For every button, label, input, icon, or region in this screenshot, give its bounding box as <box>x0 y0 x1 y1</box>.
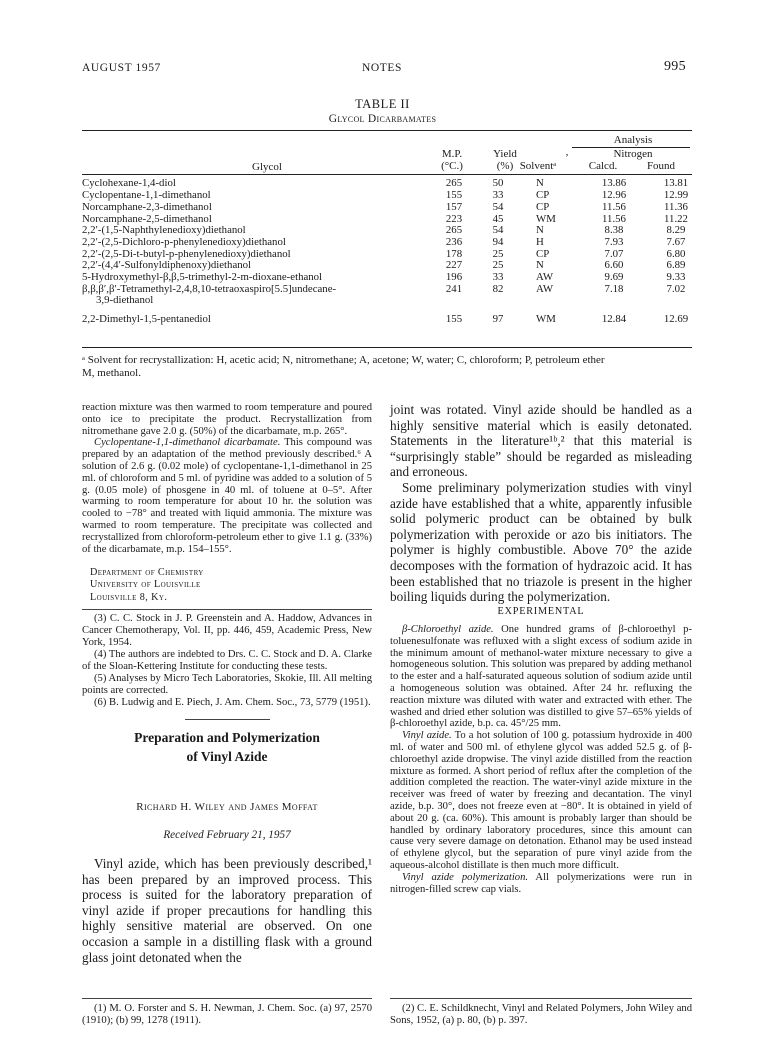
table-row <box>82 260 692 272</box>
table-title: TABLE II <box>355 97 410 111</box>
found-cell: 13.81 <box>663 177 689 189</box>
solvent-cell: WM <box>536 313 556 325</box>
header-calcd: Calcd. <box>588 160 618 172</box>
paragraph-body: All polymerizations were run in nitrogen-filled screw cap vials. <box>390 871 692 895</box>
header-analysis: Analysis <box>613 134 653 146</box>
calcd-cell: 12.84 <box>601 313 627 325</box>
yield-cell: 25 <box>492 247 504 260</box>
calcd-cell: 6.60 <box>604 259 624 271</box>
calcd-cell: 11.56 <box>602 201 626 213</box>
glycol-cell: 2,2′-(2,5-Di-t-butyl-p-phenylenedioxy)diethanol <box>82 247 291 260</box>
footnote-rule <box>82 998 372 999</box>
header-found: Found <box>646 160 676 172</box>
found-cell: 7.02 <box>666 282 686 295</box>
table-row <box>82 225 692 237</box>
table-row <box>82 284 692 296</box>
calcd-cell: 11.56 <box>602 212 626 225</box>
solvent-cell: AW <box>536 271 554 283</box>
calcd-cell: 8.38 <box>604 224 624 236</box>
calcd-cell: 13.86 <box>601 177 627 189</box>
received-date: Received February 21, 1957 <box>163 829 291 841</box>
paragraph <box>390 624 692 730</box>
yield-cell: 94 <box>492 236 504 248</box>
yield-cell: 54 <box>492 201 504 213</box>
solvent-cell: WM <box>536 212 556 225</box>
footnote <box>82 1003 372 1027</box>
table-row <box>82 190 692 202</box>
paragraph: Some preliminary polymerization studies with vinyl azide have established that a white, apparently infusible solid polymeric product can be obtained by bulk polymerization with peroxide or azo bis initiators. The polymer is highly combustible. Above 70° the azide decomposes with the formation of hydrazoic acid. It has been established that no triazole is present in the higher boiling liquids during the polymerization. <box>390 479 692 605</box>
solvent-cell: N <box>536 177 544 189</box>
experimental-text <box>390 624 692 895</box>
calcd-cell: 7.07 <box>604 247 624 260</box>
glycol-cell: Norcamphane-2,5-dimethanol <box>82 212 212 225</box>
mp-cell: 227 <box>445 259 463 271</box>
glycol-cell: 2,2′-(4,4′-Sulfonyldiphenoxy)diethanol <box>82 259 252 271</box>
found-cell: 6.89 <box>666 259 686 271</box>
yield-cell: 82 <box>492 282 504 295</box>
header-nitrogen: Nitrogen <box>613 148 653 160</box>
article-title-line: Preparation and Polymerization <box>134 730 320 745</box>
running-header-section: NOTES <box>362 62 403 74</box>
mp-cell: 236 <box>445 236 463 248</box>
glycol-cell: Cyclohexane-1,4-diol <box>82 177 176 189</box>
table-row <box>82 237 692 249</box>
reference: (2) C. E. Schildknecht, Vinyl and Related Polymers, John Wiley and Sons, 1952, (a) p. 80, (b) p. 397. <box>390 1003 692 1026</box>
mp-cell: 265 <box>445 224 463 236</box>
paragraph <box>390 730 692 872</box>
found-cell: 11.22 <box>664 212 688 225</box>
reference: (5) Analyses by Micro Tech Laboratories, Skokie, Ill. All melting points are corrected. <box>82 673 372 696</box>
references <box>82 613 372 709</box>
glycol-cell: 2,2′-(1,5-Naphthylenedioxy)diethanol <box>82 224 246 236</box>
calcd-cell: 7.93 <box>604 236 624 248</box>
article-title <box>82 728 372 766</box>
table-bottom-rule <box>82 347 692 348</box>
paragraph: reaction mixture was then warmed to room temperature and poured onto ice to precipitate the product. Recrystallization from nitromethane gave 2.0 g. (50%) of the dicarbamate, m.p. 265°. <box>82 402 372 437</box>
compound-title: β-Chloroethyl azide. <box>402 624 494 635</box>
short-divider <box>185 719 270 720</box>
found-cell: 9.33 <box>666 271 686 283</box>
yield-cell: 45 <box>492 212 504 225</box>
glycol-cell: Cyclopentane-1,1-dimethanol <box>82 189 211 201</box>
table-top-rule <box>82 130 692 131</box>
found-cell: 12.99 <box>663 189 689 201</box>
paragraph <box>82 437 372 555</box>
reference: (1) M. O. Forster and S. H. Newman, J. Chem. Soc. (a) 97, 2570 (1910); (b) 99, 1278 (1911). <box>82 1003 372 1026</box>
solvent-cell: CP <box>536 247 550 260</box>
calcd-cell: 9.69 <box>604 271 624 283</box>
yield-cell: 50 <box>492 177 504 189</box>
table-subtitle: Glycol Dicarbamates <box>328 113 437 125</box>
table-row <box>82 178 692 190</box>
header-yield: Yield <box>493 148 517 160</box>
glycol-cell: β,β,β′,β′-Tetramethyl-2,4,8,10-tetraoxaspiro[5.5]undecane- <box>82 282 337 295</box>
calcd-cell: 12.96 <box>601 189 627 201</box>
paragraph-body: One hundred grams of β-chloroethyl p-toluenesulfonate was refluxed with a slight excess of sodium azide in the minimum amount of methanol-water mixture necessary to give a homogeneous solution. This solution was prepared by adding methanol to the ester and a half-saturated aqueous solution of sodium azide until a homogeneous solution was obtained. After 24 hr. refluxing the reaction mixture was diluted with water and extracted with ether. The washed and dried ether solution was distilled to give 57–65% yields of β-chloroethyl azide, b.p. ca. 45°/25 mm. <box>390 624 692 730</box>
mp-cell: 155 <box>445 189 463 201</box>
found-cell: 6.80 <box>666 247 686 260</box>
found-cell: 11.36 <box>664 201 688 213</box>
experimental-heading: EXPERIMENTAL <box>497 606 585 617</box>
table-row <box>82 272 692 284</box>
dept: Department of Chemistry <box>90 567 204 578</box>
footnote-rule <box>390 998 692 999</box>
found-cell: 8.29 <box>666 224 686 236</box>
university: University of Louisville <box>90 579 201 591</box>
compound-title: Vinyl azide polymerization. <box>402 871 529 883</box>
compound-title: Cyclopentane-1,1-dimethanol dicarbamate. <box>94 437 281 449</box>
table-row <box>82 295 692 307</box>
glycol-cell: 5-Hydroxymethyl-β,β,5-trimethyl-2-m-dioxane-ethanol <box>82 271 323 283</box>
header-mp-unit: (°C.) <box>441 160 463 172</box>
paragraph-body: This compound was prepared by an adaptation of the method previously described.⁶ A solution of 2.6 g. (0.02 mole) of cyclopentane-1,1-dimethanol in 25 ml. of chloroform and 5 ml. of pyridine was added to a solution of 5 g. (0.05 mole) of phosgene in 40 ml. of toluene at 0–5°. After warming to room temperature for about 10 hr. the solution was cooled to −78° and treated with liquid ammonia. The mixture was warmed to room temperature. The precipitate was collected and recrystallized from chloroform-petroleum ether to give 1.1 g. (33%) of the dicarbamate, m.p. 154–155°. <box>82 437 372 555</box>
yield-cell: 25 <box>492 259 504 271</box>
mp-cell: 196 <box>445 271 463 283</box>
article-title-line: of Vinyl Azide <box>186 749 268 764</box>
header-mp: M.P. <box>441 148 463 160</box>
running-header-date: AUGUST 1957 <box>82 62 161 74</box>
mp-cell: 157 <box>445 201 463 213</box>
paragraph: joint was rotated. Vinyl azide should be handled as a highly sensitive material which is easily detonated. Statements in the literature¹ᵇ,² that this material is “surprisingly stable” should be regarded as misleading and erroneous. <box>390 402 692 480</box>
paragraph-body: To a hot solution of 100 g. potassium hydroxide in 400 ml. of water and 500 ml. of ethylene glycol was added 52.5 g. of β-chloroethyl azide dropwise. The vinyl azide distilled from the reaction mixture as formed. A short period of reflux after the completion of the addition completed the reaction. The water-vinyl azide mixture in the receiver was freed of water by freezing and decantation. The vinyl azide, b.p. 30°, does not freeze even at −80°. It is obtained in yield of about 20 g. (ca. 60%). This amount is probably larger than should be handled by ordinary laboratory procedures, since this amount can cause very severe damage on detonation. Ethanol may be used instead of ethylene glycol, but the separation of pure vinyl azide from the aqueous-alcohol distillate is then much more difficult. <box>390 730 693 871</box>
glycol-cell: 3,9-diethanol <box>96 293 154 306</box>
solvent-cell: N <box>536 259 544 271</box>
paragraph <box>390 872 692 896</box>
divider <box>82 609 372 610</box>
solvent-cell: CP <box>536 189 550 201</box>
mp-cell: 155 <box>445 313 463 325</box>
table-row <box>82 314 692 326</box>
city: Louisville 8, Ky. <box>90 591 168 603</box>
mp-cell: 265 <box>445 177 463 189</box>
solvent-cell: AW <box>536 282 554 295</box>
yield-cell: 97 <box>492 313 504 325</box>
found-cell: 12.69 <box>663 313 689 325</box>
table-footnote-cont: M, methanol. <box>82 367 141 379</box>
authors: Richard H. Wiley and James Moffat <box>136 801 318 813</box>
header-glycol: Glycol <box>252 161 282 173</box>
glycol-cell: Norcamphane-2,3-dimethanol <box>82 201 212 213</box>
header-yield-unit: (%) <box>496 160 514 172</box>
mp-cell: 223 <box>445 212 463 225</box>
yield-cell: 54 <box>492 224 504 236</box>
calcd-cell: 7.18 <box>604 282 624 295</box>
table-header-rule <box>82 174 692 175</box>
article-intro <box>82 856 372 965</box>
footnote <box>390 1003 692 1027</box>
compound-title: Vinyl azide. <box>402 730 452 742</box>
yield-cell: 33 <box>492 271 504 283</box>
reference: (4) The authors are indebted to Drs. C. C. Stock and D. A. Clarke of the Sloan-Kettering Institute for conducting these tests. <box>82 649 372 672</box>
found-cell: 7.67 <box>666 236 686 248</box>
right-column-intro <box>390 402 692 605</box>
left-column-text <box>82 402 372 555</box>
solvent-cell: N <box>536 224 544 236</box>
header-tick: ‚ <box>565 146 569 158</box>
table-row <box>82 202 692 214</box>
solvent-cell: H <box>536 236 544 248</box>
glycol-cell: 2,2′-(2,5-Dichloro-p-phenylenedioxy)diethanol <box>82 236 286 248</box>
mp-cell: 241 <box>445 282 463 295</box>
mp-cell: 178 <box>445 247 463 260</box>
yield-cell: 33 <box>492 189 504 201</box>
glycol-cell: 2,2-Dimethyl-1,5-pentanediol <box>82 313 211 325</box>
reference: (3) C. C. Stock in J. P. Greenstein and A. Haddow, Advances in Cancer Chemotherapy, Vol. II, pp. 446, 459, Academic Press, New York, 1954. <box>82 613 372 648</box>
paragraph: Vinyl azide, which has been previously described,¹ has been prepared by an improved process. This process is suited for the laboratory preparation of vinyl azide if proper precautions for handling this highly sensitive material are observed. On one occasion a sample in a distilling flask with a ground glass joint detonated when the <box>82 856 372 965</box>
header-solvent: Solventᵃ <box>519 160 557 172</box>
affiliation <box>90 567 204 604</box>
solvent-cell: CP <box>536 201 550 213</box>
table-footnote: ᵃ Solvent for recrystallization: H, acetic acid; N, nitromethane; A, acetone; W, water; C, chloroform; P, petroleum ether <box>82 354 605 366</box>
page-number: 995 <box>664 59 686 74</box>
reference: (6) B. Ludwig and E. Piech, J. Am. Chem. Soc., 73, 5779 (1951). <box>94 697 371 708</box>
